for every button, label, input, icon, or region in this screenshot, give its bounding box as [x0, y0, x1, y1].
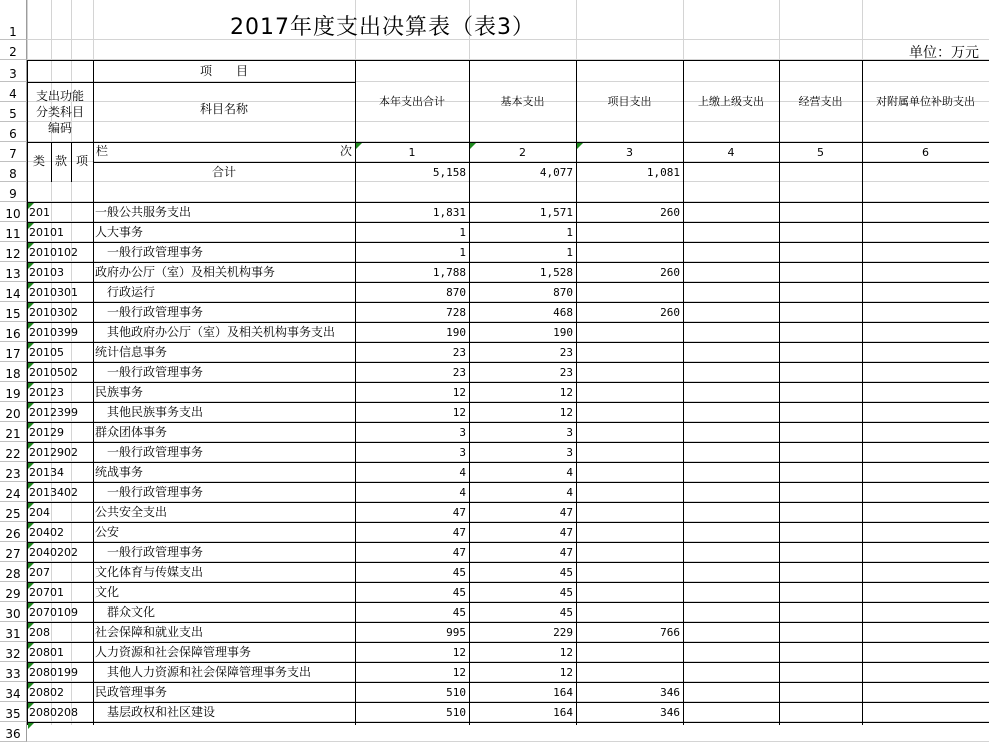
error-indicator-icon [28, 543, 34, 549]
cell-value: 1 [566, 226, 573, 239]
subject-name: 文化体育与传媒支出 [95, 565, 204, 579]
subject-name: 人大事务 [95, 225, 144, 239]
cell-value: 4 [566, 466, 573, 479]
cell-value: 1 [566, 246, 573, 259]
cell-value: 164 [553, 686, 573, 699]
column-header: 经营支出 [798, 95, 843, 108]
subject-code: 20129 [29, 426, 64, 439]
subject-name: 一般公共服务支出 [95, 205, 192, 219]
subject-name: 其他人力资源和社会保障管理事务支出 [95, 665, 312, 679]
cell-value: 23 [559, 366, 573, 379]
cell-value: 260 [660, 306, 680, 319]
header-col-xiang: 项 [75, 154, 88, 168]
subject-code: 20123 [29, 386, 64, 399]
subject-code: 2010399 [29, 326, 78, 339]
column-number: 2 [519, 146, 526, 159]
subject-name: 政府办公厅（室）及相关机构事务 [95, 265, 276, 279]
cell-value: 45 [452, 566, 466, 579]
error-indicator-icon [28, 683, 34, 689]
column-number: 6 [922, 146, 929, 159]
error-indicator-icon [28, 203, 34, 209]
row-header[interactable]: 15 [0, 302, 27, 322]
error-indicator-icon [28, 523, 34, 529]
header-subject-name: 科目名称 [199, 102, 248, 116]
error-indicator-icon [28, 603, 34, 609]
cell-value: 346 [660, 686, 680, 699]
cell-value: 23 [452, 366, 466, 379]
error-indicator-icon [28, 323, 34, 329]
row-header[interactable]: 24 [0, 482, 27, 502]
column-number: 1 [408, 146, 416, 159]
cell-value: 1,788 [432, 266, 466, 279]
total-value: 4,077 [539, 166, 573, 179]
row-header[interactable]: 27 [0, 542, 27, 562]
cell-value: 190 [553, 326, 573, 339]
subject-name: 一般行政管理事务 [95, 245, 204, 259]
subject-code: 2080208 [29, 706, 78, 719]
subject-code: 20802 [29, 686, 64, 699]
subject-name: 一般行政管理事务 [95, 445, 204, 459]
cell-value: 47 [452, 546, 466, 559]
error-indicator-icon [28, 383, 34, 389]
subject-code: 207 [29, 566, 50, 579]
subject-name: 基层政权和社区建设 [95, 705, 216, 719]
error-indicator-icon [28, 463, 34, 469]
subject-code: 208 [29, 626, 50, 639]
row-header[interactable]: 29 [0, 582, 27, 602]
subject-code: 20101 [29, 226, 64, 239]
subject-code: 20402 [29, 526, 64, 539]
unit-label: 单位：万元 [909, 45, 979, 61]
cell-value: 23 [559, 346, 573, 359]
row-header[interactable]: 18 [0, 362, 27, 382]
cell-value: 12 [559, 666, 573, 679]
row-header[interactable]: 19 [0, 382, 27, 402]
column-header: 项目支出 [607, 95, 652, 108]
subject-name: 其他政府办公厅（室）及相关机构事务支出 [95, 325, 336, 339]
table-border [355, 60, 989, 61]
gridline [27, 121, 989, 122]
total-label: 合计 [211, 165, 236, 179]
cell-value: 995 [446, 626, 466, 639]
subject-code: 2010301 [29, 286, 78, 299]
row-header[interactable]: 3 [0, 60, 27, 82]
error-indicator-icon [28, 583, 34, 589]
subject-name: 文化 [95, 585, 120, 599]
error-indicator-icon [28, 243, 34, 249]
total-value: 1,081 [646, 166, 680, 179]
error-indicator-icon [28, 483, 34, 489]
cell-value: 45 [559, 586, 573, 599]
cell-value: 3 [566, 446, 573, 459]
cell-value: 1,571 [539, 206, 573, 219]
row-header[interactable]: 35 [0, 702, 27, 722]
error-indicator-icon [28, 703, 34, 709]
cell-value: 45 [452, 606, 466, 619]
row-header[interactable]: 11 [0, 222, 27, 242]
subject-code: 20701 [29, 586, 64, 599]
cell-value: 12 [452, 646, 466, 659]
cell-value: 45 [452, 586, 466, 599]
error-indicator-icon [470, 143, 476, 149]
subject-name: 民政管理事务 [95, 685, 168, 699]
cell-value: 510 [446, 686, 466, 699]
row-header[interactable]: 10 [0, 202, 27, 222]
header-ci: 次 [339, 144, 352, 158]
cell-value: 870 [553, 286, 573, 299]
cell-value: 190 [446, 326, 466, 339]
sheet-title: 2017年度支出决算表（表3） [230, 15, 535, 40]
row-header[interactable]: 31 [0, 622, 27, 642]
subject-name: 统战事务 [95, 465, 144, 479]
error-indicator-icon [28, 643, 34, 649]
error-indicator-icon [28, 343, 34, 349]
cell-value: 4 [566, 486, 573, 499]
row-header[interactable]: 16 [0, 322, 27, 342]
table-border [27, 60, 355, 61]
error-indicator-icon [28, 503, 34, 509]
subject-name: 统计信息事务 [95, 345, 168, 359]
cell-value: 510 [446, 706, 466, 719]
header-code-group: 支出功能分类科目编码 [35, 89, 84, 135]
row-header[interactable]: 22 [0, 442, 27, 462]
cell-value: 12 [452, 406, 466, 419]
subject-name: 一般行政管理事务 [95, 545, 204, 559]
cell-value: 12 [559, 406, 573, 419]
error-indicator-icon [28, 283, 34, 289]
row-header[interactable]: 20 [0, 402, 27, 422]
cell-value: 45 [559, 566, 573, 579]
row-header[interactable]: 36 [0, 722, 27, 742]
column-number: 4 [727, 146, 735, 159]
row-header[interactable]: 26 [0, 522, 27, 542]
row-header[interactable]: 5 [0, 102, 27, 122]
error-indicator-icon [28, 263, 34, 269]
header-col-lei: 类 [32, 154, 45, 168]
subject-code: 2013402 [29, 486, 78, 499]
total-value: 5,158 [432, 166, 466, 179]
row-header[interactable]: 6 [0, 122, 27, 142]
cell-value: 12 [452, 666, 466, 679]
header-col-kuan: 款 [54, 154, 67, 168]
error-indicator-icon [28, 223, 34, 229]
table-border [27, 82, 355, 83]
cell-value: 4 [459, 466, 466, 479]
row-header[interactable]: 4 [0, 82, 27, 102]
column-number: 3 [626, 146, 633, 159]
subject-name: 其他民族事务支出 [95, 405, 204, 419]
cell-value: 12 [559, 386, 573, 399]
cell-value: 870 [446, 286, 466, 299]
cell-value: 164 [553, 706, 573, 719]
error-indicator-icon [28, 423, 34, 429]
subject-code: 201 [29, 206, 50, 219]
subject-code: 20134 [29, 466, 64, 479]
cell-value: 47 [559, 546, 573, 559]
column-header: 上缴上级支出 [698, 95, 764, 108]
row-header[interactable]: 12 [0, 242, 27, 262]
subject-code: 20105 [29, 346, 64, 359]
subject-name: 一般行政管理事务 [95, 305, 204, 319]
subject-name: 公安 [95, 525, 120, 539]
cell-value: 12 [559, 646, 573, 659]
row-header[interactable]: 14 [0, 282, 27, 302]
cell-value: 260 [660, 206, 680, 219]
subject-name: 群众团体事务 [95, 425, 168, 439]
row-header[interactable]: 21 [0, 422, 27, 442]
error-indicator-icon [356, 143, 362, 149]
cell-value: 45 [559, 606, 573, 619]
error-indicator-icon [28, 663, 34, 669]
row-header[interactable]: 13 [0, 262, 27, 282]
row-header[interactable]: 2 [0, 40, 27, 60]
error-indicator-icon [28, 563, 34, 569]
error-indicator-icon [28, 303, 34, 309]
subject-name: 一般行政管理事务 [95, 365, 204, 379]
row-header[interactable]: 8 [0, 162, 27, 182]
row-header[interactable]: 30 [0, 602, 27, 622]
row-header[interactable]: 9 [0, 182, 27, 202]
cell-value: 3 [566, 426, 573, 439]
error-indicator-icon [28, 723, 34, 729]
error-indicator-icon [28, 623, 34, 629]
cell-value: 468 [553, 306, 573, 319]
table-border [93, 60, 94, 725]
subject-code: 2080199 [29, 666, 78, 679]
subject-name: 一般行政管理事务 [95, 485, 204, 499]
column-number: 5 [817, 146, 824, 159]
subject-code: 2040202 [29, 546, 78, 559]
subject-name: 群众文化 [95, 605, 156, 619]
cell-value: 12 [452, 386, 466, 399]
subject-name: 公共安全支出 [95, 505, 168, 519]
row-header[interactable]: 17 [0, 342, 27, 362]
row-header[interactable]: 7 [0, 142, 27, 162]
cell-value: 1,831 [432, 206, 466, 219]
header-lan: 栏 [96, 144, 109, 158]
error-indicator-icon [28, 443, 34, 449]
cell-value: 47 [452, 526, 466, 539]
subject-code: 204 [29, 506, 50, 519]
subject-code: 2012902 [29, 446, 78, 459]
subject-code: 2010502 [29, 366, 78, 379]
row-header[interactable]: 28 [0, 562, 27, 582]
cell-value: 4 [459, 486, 466, 499]
subject-code: 2070109 [29, 606, 78, 619]
cell-value: 229 [553, 626, 573, 639]
row-header[interactable]: 32 [0, 642, 27, 662]
cell-value: 47 [452, 506, 466, 519]
subject-code: 20801 [29, 646, 64, 659]
cell-value: 766 [660, 626, 680, 639]
cell-value: 260 [660, 266, 680, 279]
row-header[interactable]: 25 [0, 502, 27, 522]
subject-code: 2010102 [29, 246, 78, 259]
column-header: 对附属单位补助支出 [876, 95, 975, 108]
subject-name: 人力资源和社会保障管理事务 [95, 645, 252, 659]
cell-value: 1,528 [539, 266, 573, 279]
cell-value: 1 [459, 246, 466, 259]
error-indicator-icon [577, 143, 583, 149]
cell-value: 728 [446, 306, 466, 319]
row-header[interactable]: 33 [0, 662, 27, 682]
row-header[interactable]: 23 [0, 462, 27, 482]
subject-name: 民族事务 [95, 385, 144, 399]
cell-value: 3 [459, 446, 466, 459]
subject-name: 行政运行 [95, 285, 156, 299]
error-indicator-icon [28, 403, 34, 409]
cell-value: 23 [452, 346, 466, 359]
header-item: 项 目 [199, 64, 248, 78]
cell-value: 1 [459, 226, 466, 239]
error-indicator-icon [28, 363, 34, 369]
subject-code: 2012399 [29, 406, 78, 419]
column-header: 基本支出 [500, 95, 545, 108]
row-header[interactable]: 1 [0, 0, 27, 40]
cell-value: 47 [559, 526, 573, 539]
subject-code: 20103 [29, 266, 64, 279]
cell-value: 346 [660, 706, 680, 719]
cell-value: 3 [459, 426, 466, 439]
row-header[interactable]: 34 [0, 682, 27, 702]
subject-name: 社会保障和就业支出 [95, 625, 204, 639]
column-header: 本年支出合计 [379, 95, 445, 108]
subject-code: 2010302 [29, 306, 78, 319]
cell-value: 47 [559, 506, 573, 519]
